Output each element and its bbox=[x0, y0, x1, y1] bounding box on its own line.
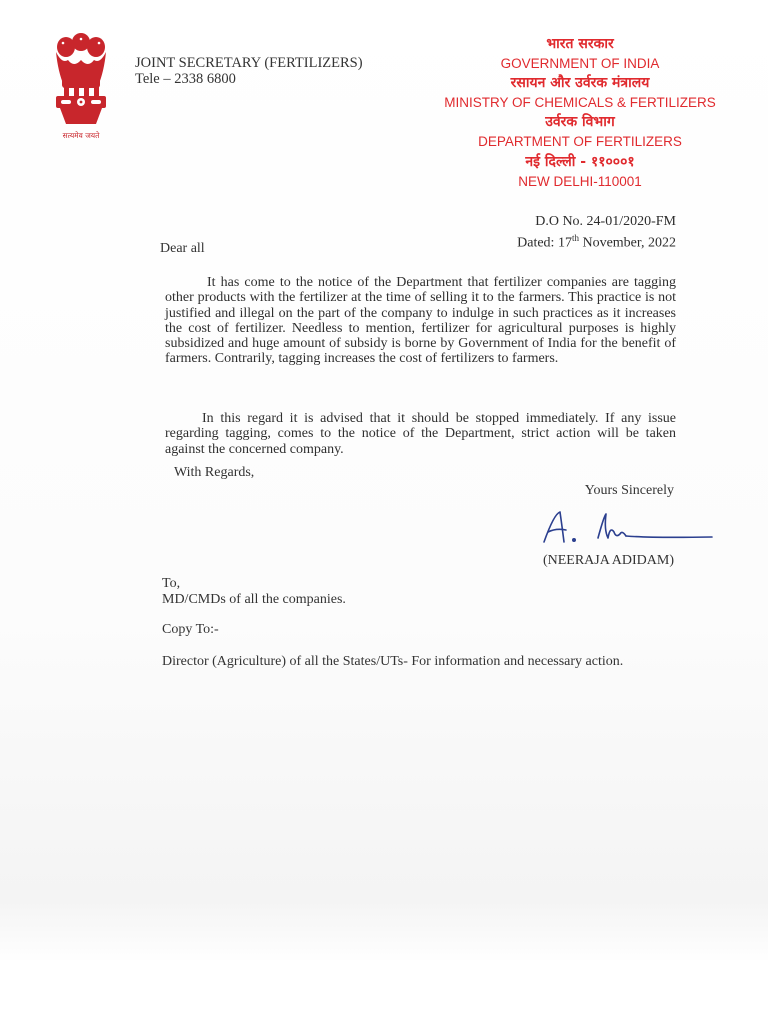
date-prefix: Dated: 17 bbox=[517, 235, 572, 251]
date-suffix: th bbox=[571, 233, 579, 243]
letterhead-city-hindi: नई दिल्ली - ११०००१ bbox=[525, 154, 635, 170]
letter-date bbox=[480, 230, 676, 252]
salutation: Dear all bbox=[160, 241, 205, 256]
yours-sincerely: Yours Sincerely bbox=[584, 483, 674, 498]
sender-phone: Tele – 2338 6800 bbox=[135, 71, 236, 87]
ashoka-emblem-icon bbox=[44, 30, 118, 134]
sender-title: JOINT SECRETARY (FERTILIZERS) bbox=[135, 55, 363, 71]
signer-name: (NEERAJA ADIDAM) bbox=[542, 553, 674, 568]
closing: With Regards, bbox=[174, 465, 255, 480]
copy-to-label: Copy To:- bbox=[162, 622, 219, 637]
letterhead bbox=[420, 34, 740, 191]
paragraph-1: It has come to the notice of the Department that fertilizer companies are tagging other products with the fertilizer at the time of selling it to the farmers. This practice is not justified and illegal on the part of the company to indulge in such practices as it increases the cost of fertilizer. Needless to mention, fertilizer for agricultural purposes is highly subsidized and huge amount of subsidy is borne by Government of India for the benefit of farmers. Contrarily, tagging increases the cost of fertilizers to farmers. bbox=[165, 275, 676, 367]
to-label: To, bbox=[162, 576, 181, 591]
letterhead-gov-hindi: भारत सरकार bbox=[546, 36, 614, 52]
letterhead-department-hindi: उर्वरक विभाग bbox=[545, 114, 615, 130]
paragraph-2: In this regard it is advised that it should be stopped immediately. If any issue regarding tagging, comes to the notice of the Department, strict action will be taken against the concerned company. bbox=[165, 411, 676, 457]
letterhead-gov-english: GOVERNMENT OF INDIA bbox=[500, 56, 660, 71]
letterhead-ministry-hindi: रसायन और उर्वरक मंत्रालय bbox=[510, 75, 650, 91]
copy-to-value: Director (Agriculture) of all the States/UTs- For information and necessary action. bbox=[162, 654, 624, 669]
emblem-motto: सत्यमेव जयते bbox=[62, 131, 100, 140]
do-number: D.O No. 24-01/2020-FM bbox=[535, 214, 676, 229]
signature-icon bbox=[540, 508, 715, 550]
letterhead-city-english: NEW DELHI-110001 bbox=[518, 174, 642, 189]
reference-block bbox=[480, 214, 676, 252]
sender-block bbox=[135, 55, 363, 87]
letterhead-department-english: DEPARTMENT OF FERTILIZERS bbox=[478, 134, 682, 149]
emblem bbox=[44, 30, 118, 148]
to-value: MD/CMDs of all the companies. bbox=[162, 592, 346, 607]
letterhead-ministry-english: MINISTRY OF CHEMICALS & FERTILIZERS bbox=[444, 95, 716, 110]
date-rest: November, 2022 bbox=[578, 235, 676, 251]
